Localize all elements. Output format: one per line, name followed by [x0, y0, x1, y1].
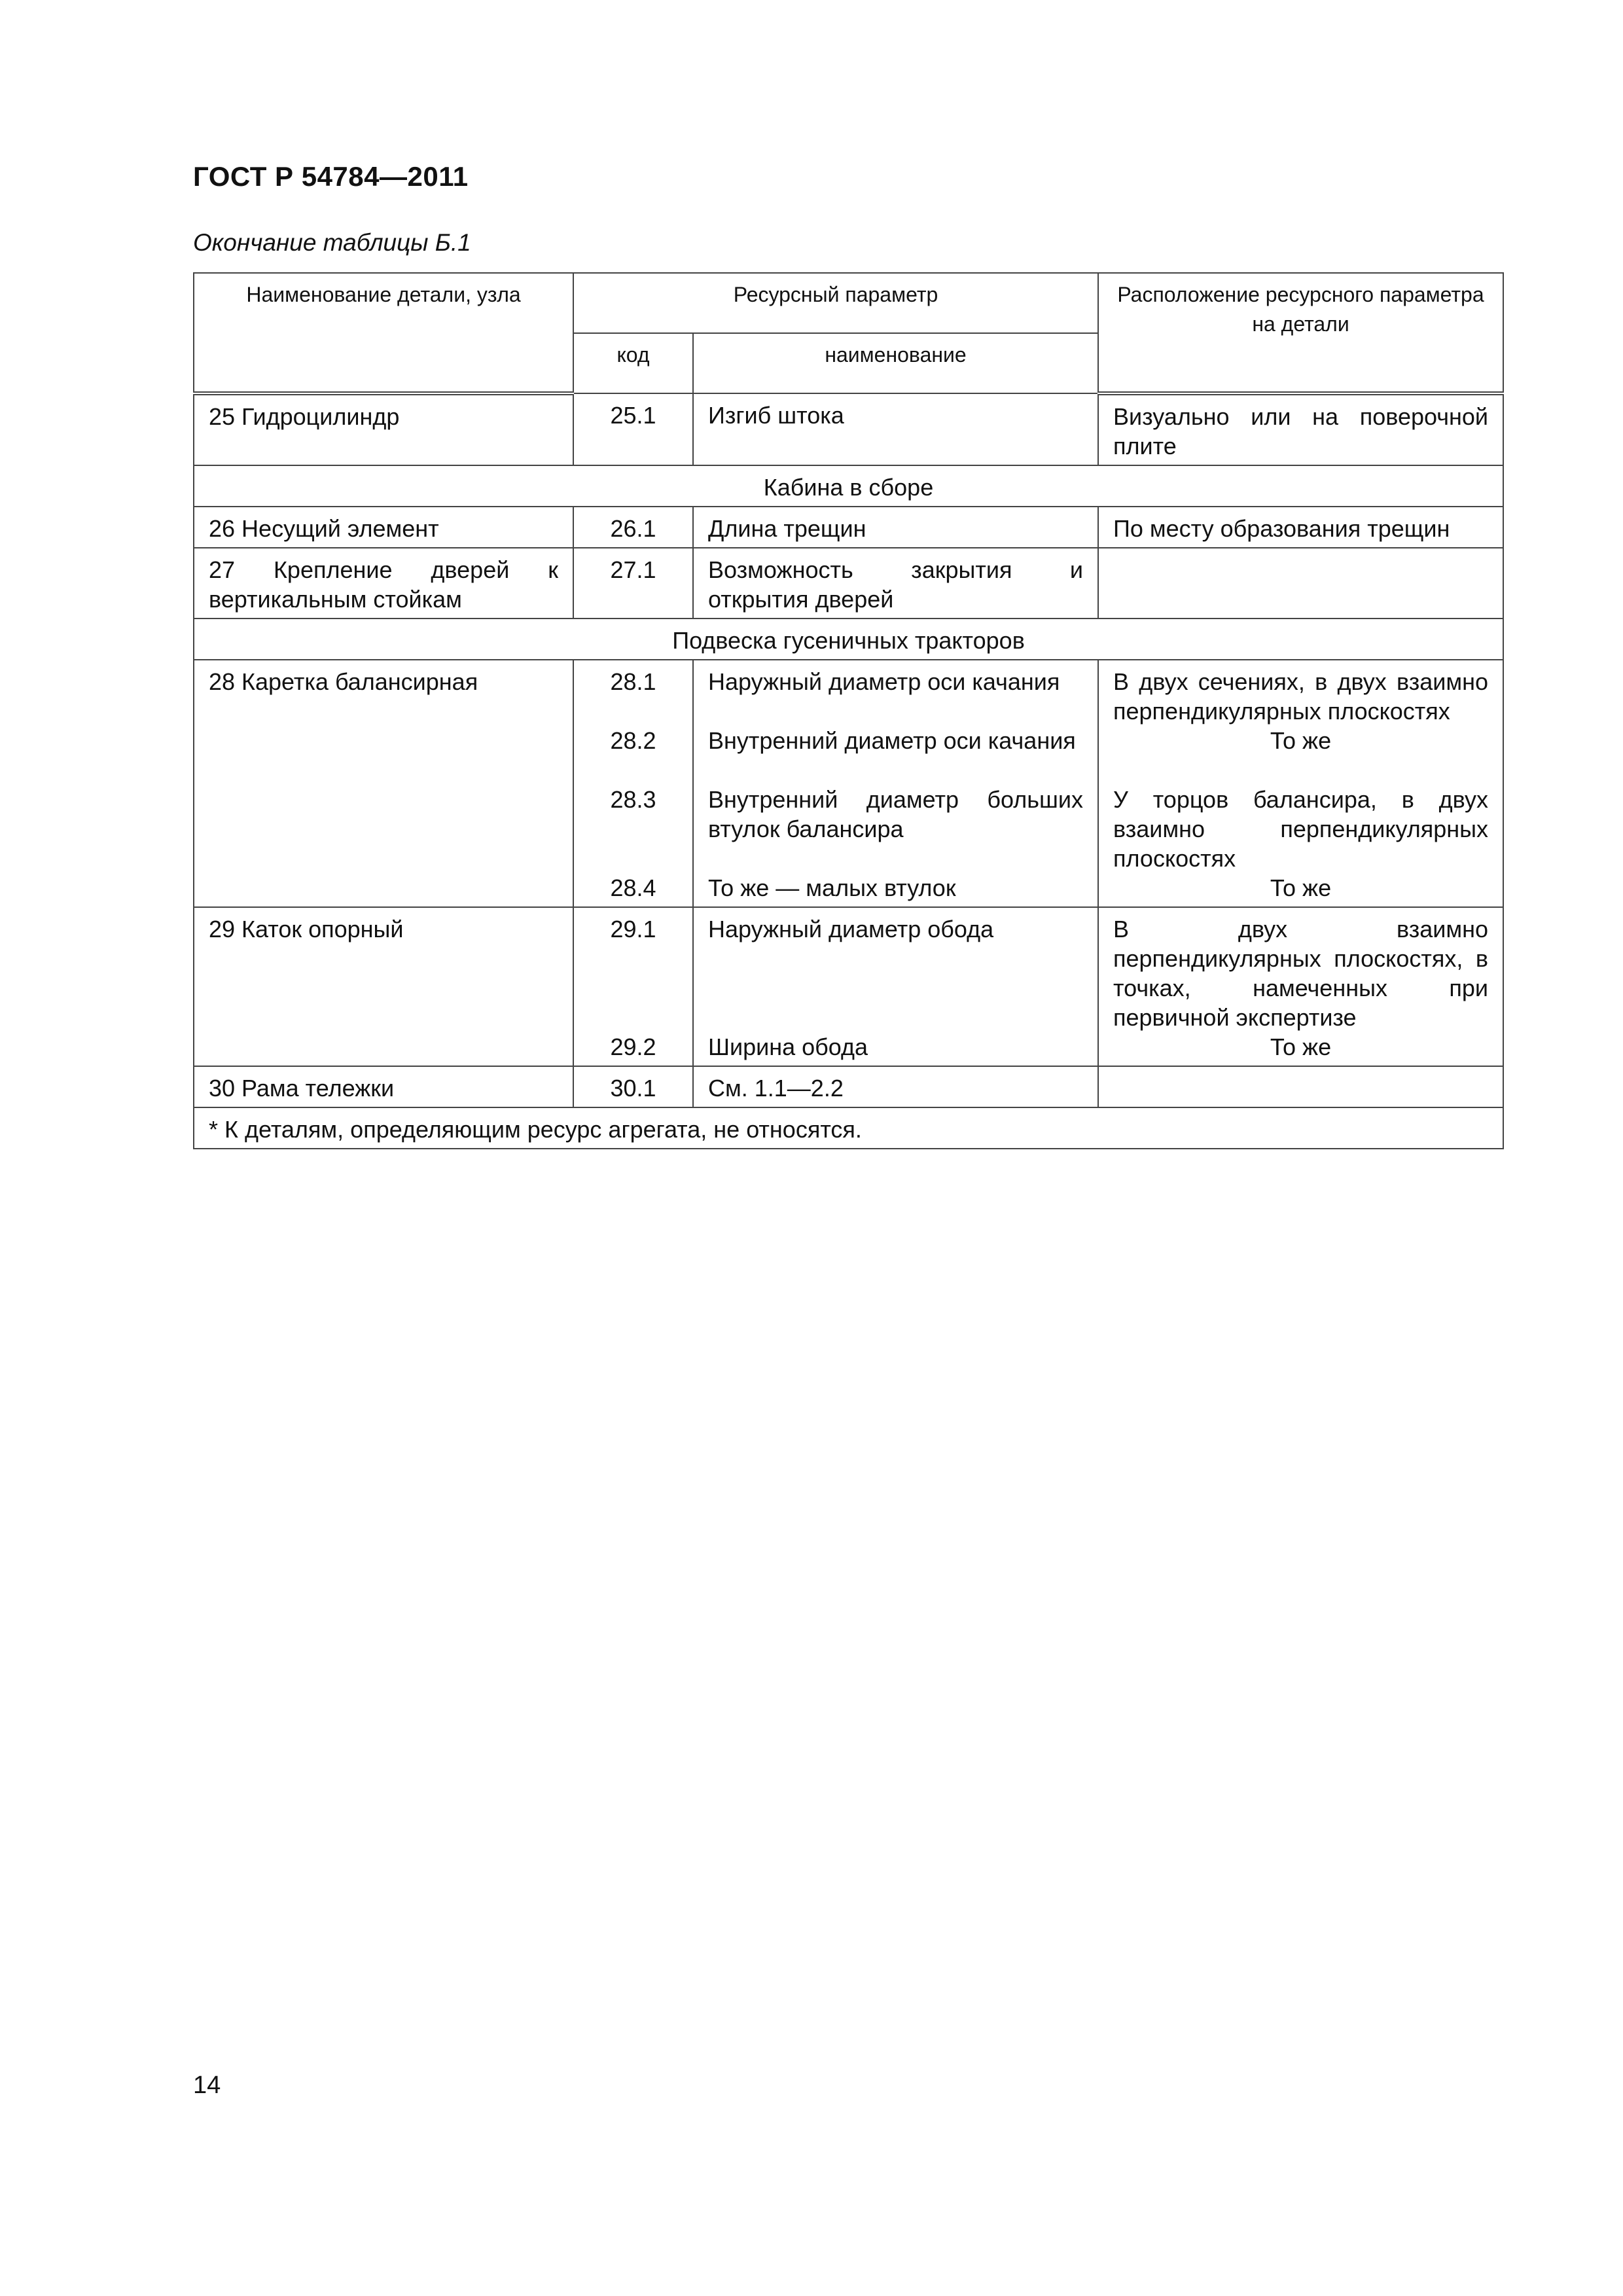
param-code: 28.2	[610, 727, 656, 754]
page-number: 14	[193, 2072, 221, 2099]
param-name: Наружный диаметр обода	[708, 916, 994, 942]
param-code: 26.1	[573, 507, 693, 548]
param-location: Визуально или на поверочной плите	[1098, 393, 1503, 465]
param-code: 27.1	[573, 548, 693, 619]
table-row	[194, 548, 1503, 619]
part-name: 27 Крепление дверей к вертикальным стойкам	[194, 548, 573, 619]
footnote-row	[194, 1107, 1503, 1149]
header-resource-parameter: Ресурсный параметр	[573, 273, 1098, 333]
part-name: 25 Гидроцилиндр	[194, 393, 573, 465]
param-name: Изгиб штока	[693, 393, 1098, 465]
param-code: 25.1	[573, 393, 693, 465]
param-name: Ширина обода	[708, 1033, 868, 1060]
param-name: Внутренний диаметр оси качания	[708, 727, 1076, 754]
param-code: 28.4	[610, 874, 656, 901]
table-caption: Окончание таблицы Б.1	[193, 229, 471, 256]
table-row	[194, 507, 1503, 548]
param-name: То же — малых втулок	[708, 874, 956, 901]
param-code-cell	[573, 660, 693, 907]
section-row	[194, 465, 1503, 507]
resource-parameters-table	[193, 272, 1504, 1149]
param-name: Внутренний диаметр больших втулок балансира	[708, 786, 1084, 842]
param-location-cell	[1098, 907, 1503, 1066]
param-code: 28.1	[610, 668, 656, 695]
table-footnote: * К деталям, определяющим ресурс агрегата, не относятся.	[194, 1107, 1503, 1149]
param-location: По месту образования трещин	[1098, 507, 1503, 548]
param-name: Длина трещин	[693, 507, 1098, 548]
header-part-name: Наименование детали, узла	[194, 273, 573, 393]
header-code: код	[573, 333, 693, 393]
param-location-cell	[1098, 660, 1503, 907]
param-name: Наружный диаметр оси качания	[708, 668, 1060, 695]
param-name-cell	[693, 660, 1098, 907]
param-name: См. 1.1—2.2	[693, 1066, 1098, 1107]
table-row	[194, 660, 1503, 907]
param-code: 30.1	[573, 1066, 693, 1107]
param-name-cell	[693, 907, 1098, 1066]
param-code: 29.2	[610, 1033, 656, 1060]
param-code: 29.1	[610, 916, 656, 942]
part-name: 30 Рама тележки	[194, 1066, 573, 1107]
section-title: Подвеска гусеничных тракторов	[194, 619, 1503, 660]
table-row	[194, 907, 1503, 1066]
part-name: 26 Несущий элемент	[194, 507, 573, 548]
table-row	[194, 1066, 1503, 1107]
param-name: Возможность закрытия и открытия дверей	[693, 548, 1098, 619]
param-code-cell	[573, 907, 693, 1066]
param-location	[1098, 1066, 1503, 1107]
section-row	[194, 619, 1503, 660]
param-location: В двух взаимно перпендикулярных плоскостях, в точках, намеченных при первичной экспертизе	[1113, 916, 1489, 1031]
param-location: То же	[1270, 874, 1332, 901]
table-row	[194, 393, 1503, 465]
param-location: То же	[1270, 727, 1332, 754]
param-location: В двух сечениях, в двух взаимно перпендикулярных плоскостях	[1113, 668, 1489, 725]
part-name: 29 Каток опорный	[194, 907, 573, 1066]
header-param-name: наименование	[693, 333, 1098, 393]
header-location: Расположение ресурсного параметра на детали	[1098, 273, 1503, 393]
part-name: 28 Каретка балансирная	[194, 660, 573, 907]
param-location: У торцов балансира, в двух взаимно перпендикулярных плоскостях	[1113, 786, 1489, 872]
document-title: ГОСТ Р 54784—2011	[193, 161, 469, 192]
section-title: Кабина в сборе	[194, 465, 1503, 507]
param-location	[1098, 548, 1503, 619]
param-code: 28.3	[610, 786, 656, 813]
param-location: То же	[1270, 1033, 1332, 1060]
